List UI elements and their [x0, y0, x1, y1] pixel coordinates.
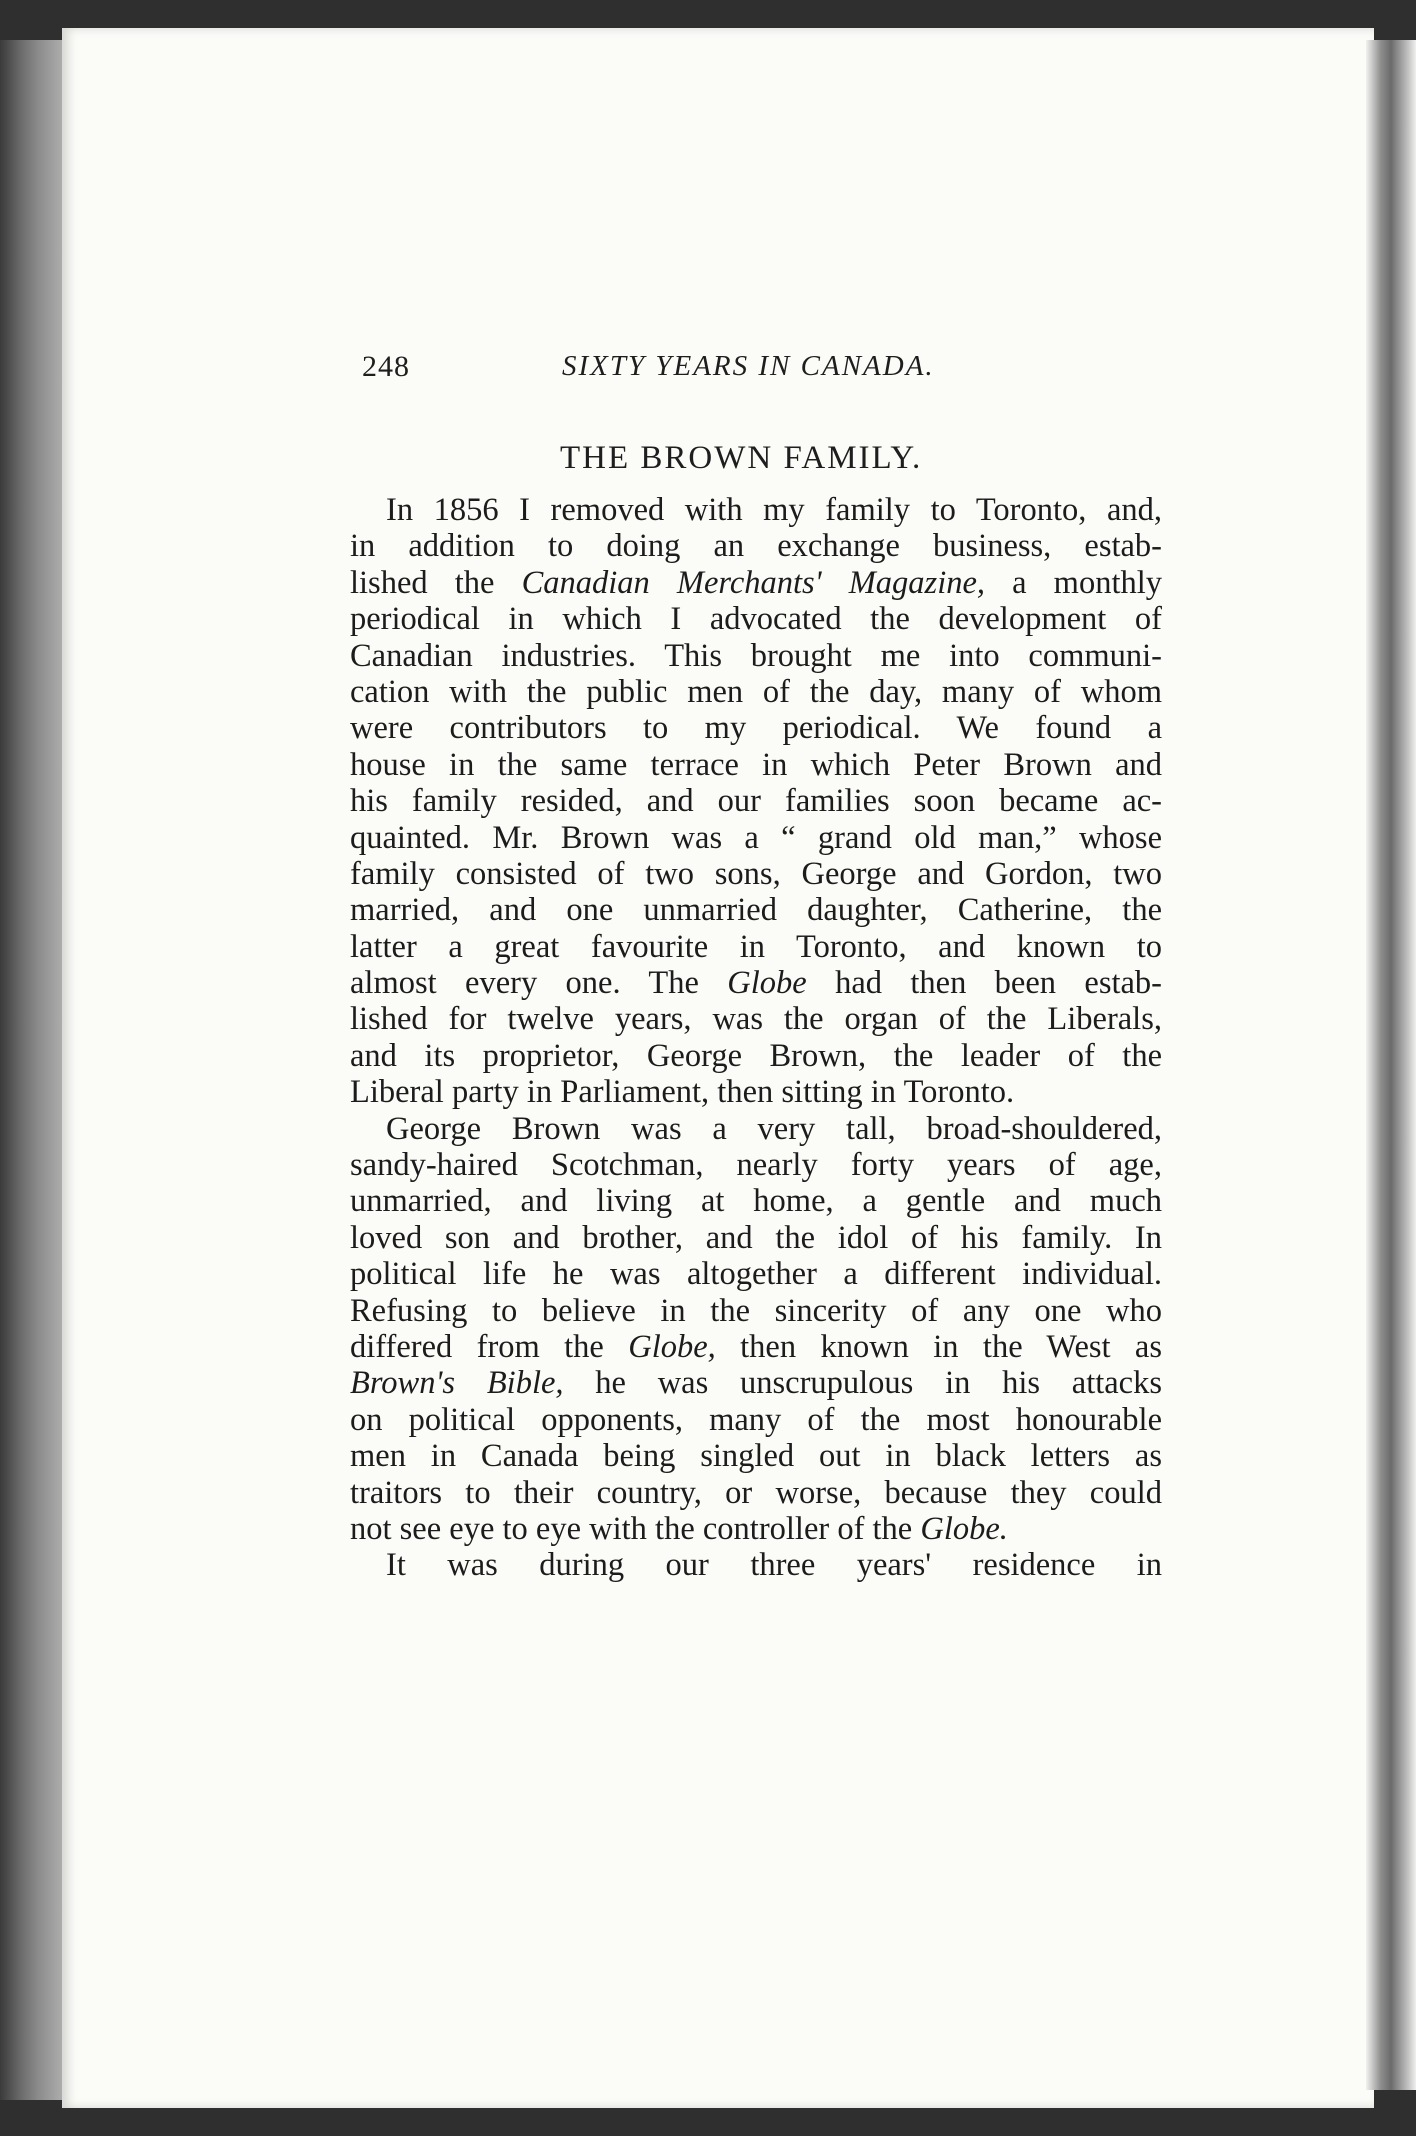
body-text [350, 492, 1162, 1584]
text-line: Refusing to believe in the sincerity of any one who [350, 1292, 1162, 1329]
text-line: differed from the Globe, then known in the West as [350, 1328, 1162, 1365]
text-line: lished for twelve years, was the organ of the Liberals, [350, 1001, 1162, 1038]
text-line: George Brown was a very tall, broad-shouldered, [386, 1110, 1162, 1147]
text-line: almost every one. The Globe had then been estab- [350, 965, 1162, 1002]
text-line: It was during our three years' residence in [386, 1547, 1162, 1584]
text-line: house in the same terrace in which Peter Brown and [350, 746, 1162, 783]
italic-text: Canadian Merchants' Magazine, [521, 564, 986, 601]
text-line: In 1856 I removed with my family to Toronto, and, [386, 492, 1162, 528]
text-line: political life he was altogether a different individual. [350, 1256, 1162, 1293]
text-line: not see eye to eye with the controller of the Globe. [350, 1510, 1008, 1547]
text-line: men in Canada being singled out in black letters as [350, 1438, 1162, 1475]
text-line: traitors to their country, or worse, because they could [350, 1474, 1162, 1511]
text-line: quainted. Mr. Brown was a “ grand old man,” whose [350, 819, 1162, 856]
text-line: and its proprietor, George Brown, the leader of the [350, 1037, 1162, 1074]
text-line: latter a great favourite in Toronto, and known to [350, 928, 1162, 965]
page-stack-left-edge [0, 40, 68, 2100]
text-line: family consisted of two sons, George and Gordon, two [350, 855, 1162, 892]
text-line: sandy-haired Scotchman, nearly forty years of age, [350, 1147, 1162, 1184]
text-line: in addition to doing an exchange business, estab- [350, 528, 1162, 565]
text-line: periodical in which I advocated the development of [350, 601, 1162, 638]
page-number: 248 [362, 350, 410, 383]
italic-text: Brown's Bible, [350, 1365, 564, 1402]
text-line: Liberal party in Parliament, then sitting in Toronto. [350, 1074, 1015, 1111]
text-line: Brown's Bible, he was unscrupulous in his attacks [350, 1365, 1162, 1402]
text-line: on political opponents, many of the most honourable [350, 1401, 1162, 1438]
chapter-title: THE BROWN FAMILY. [560, 440, 923, 476]
text-line: lished the Canadian Merchants' Magazine, a monthly [350, 564, 1163, 601]
running-title: SIXTY YEARS IN CANADA. [562, 350, 935, 382]
text-line: unmarried, and living at home, a gentle and much [350, 1183, 1162, 1220]
text-line: were contributors to my periodical. We found a [350, 710, 1162, 747]
italic-text: Globe [727, 965, 807, 1002]
text-line: married, and one unmarried daughter, Catherine, the [350, 892, 1162, 929]
page-stack-right-edge [1366, 40, 1416, 2090]
text-line: Canadian industries. This brought me into communi- [350, 637, 1162, 674]
text-line: loved son and brother, and the idol of his family. In [350, 1219, 1162, 1256]
text-line: cation with the public men of the day, many of whom [350, 673, 1162, 710]
italic-text: Globe, [628, 1328, 716, 1365]
text-line: his family resided, and our families soon became ac- [350, 783, 1162, 820]
running-head [362, 350, 988, 394]
italic-text: Globe. [920, 1510, 1008, 1547]
